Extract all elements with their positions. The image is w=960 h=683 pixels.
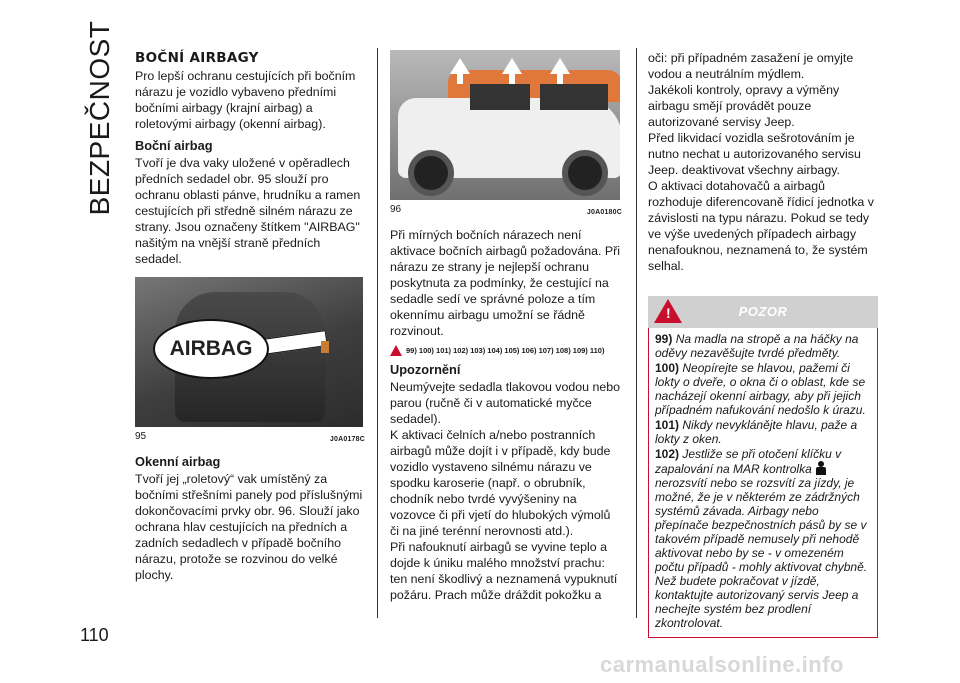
arrow-up-icon (550, 58, 570, 74)
warning-item: 100) Neopírejte se hlavou, pažemi či lokty o dveře, o okna či o oblast, kde se nacházejí okenní airbagy, aby při jejich případném nafukování nedošlo k úrazu. (655, 361, 866, 417)
paragraph: Jakékoli kontroly, opravy a výměny airbagu smějí provádět pouze autorizované servisy Jeep. (648, 83, 840, 129)
subheading: Upozornění (390, 362, 461, 377)
column-1 (135, 50, 365, 583)
warning-item: 101) Nikdy nevyklánějte hlavu, paže a lokty z oken. (655, 418, 858, 446)
figure-number: 95 (135, 431, 147, 442)
paragraph: Při mírných bočních nárazech není aktivace bočních airbagů požadována. Při nárazu ze strany je nejlepší ochranu poskytnuta za podmínky, že cestující na sedadle sedí ve správné poloze a tím okennímu airbagu umožní se řádně rozvinout. (390, 228, 621, 338)
warning-item: 102) Jestliže se při otočení klíčku v zapalování na MAR kontrolka nerozsvítí nebo se rozsvítí za jízdy, je možné, že je v některém ze zádržných systémů závada. Airbagy nebo přepínače bezpečnostních pásů by se v takovém případě nemusely při nehodě aktivovat nebo by se - v omezeném počtu případů - mohly aktivovat chybně. Než budete pokračovat v jízdě, kontaktujte autorizovaný servis Jeep a nechejte systém bez prodlení zkontrolovat. (655, 447, 868, 630)
paragraph: Před likvidací vozidla sešrotováním je nutno nechat u autorizovaného servisu Jeep. deaktivovat všechny airbagy. (648, 131, 861, 177)
column-2 (390, 50, 622, 603)
paragraph: oči: při případném zasažení je omyjte vodou a neutrálním mýdlem. (648, 51, 854, 81)
figure-code: J0A0180C (586, 209, 622, 216)
figure-code: J0A0178C (329, 436, 365, 443)
airbag-warning-light-icon (815, 461, 827, 475)
figure-number: 96 (390, 204, 402, 215)
column-divider (377, 48, 378, 618)
column-divider (636, 48, 637, 618)
warning-references: 99) 100) 101) 102) 103) 104) 105) 106) 107) 108) 109) 110) (390, 345, 622, 356)
page-number: 110 (80, 625, 109, 645)
section-heading: BOČNÍ AIRBAGY (135, 50, 259, 66)
watermark: carmanualsonline.info (600, 652, 844, 677)
subheading: Boční airbag (135, 138, 213, 153)
warning-icon (390, 345, 402, 356)
warning-title: POZOR (738, 304, 788, 319)
paragraph: K aktivaci čelních a/nebo postranních airbagů může dojít i v případě, kdy bude vozidlo vystaveno silnému nárazu ve spodku karoserie (např. o obrubník, chodník nebo tvrdé vyvýšeniny na vozovce či při vjetí do hlubokých výmolů či na jiné terénní nerovnosti atd.). (390, 428, 611, 538)
paragraph: Pro lepší ochranu cestujících při bočním nárazu je vozidlo vybaveno předními bočními airbagy (krajní airbag) a roletovými airbagy (okenní airbag). (135, 69, 356, 131)
column-3 (648, 50, 878, 638)
paragraph: Neumývejte sedadla tlakovou vodou nebo parou (ručně či v automatické myčce sedadel). (390, 380, 621, 426)
warning-triangle-icon: ! (654, 299, 682, 323)
figure-caption (135, 429, 365, 448)
paragraph: Tvoří jej „roletový“ vak umístěný za bočními střešními panely pod příslušnými dokončovacími prvky obr. 96. Slouží jako ochrana hlav cestujících na předních a zadních sedadlech v případě bočního nárazu, protože se rozvinou do velké plochy. (135, 472, 363, 582)
figure-car-curtain-airbag (390, 50, 620, 200)
paragraph: O aktivaci dotahovačů a airbagů rozhoduje diferencovaně řídicí jednotka v závislosti na typu nárazu. Pokud se tedy ve výše uvedených případech airbagy nenafouknou, neznamená to, že systém selhal. (648, 179, 874, 273)
warning-item: 99) Na madla na stropě a na háčky na oděvy nezavěšujte tvrdé předměty. (655, 332, 859, 360)
section-title: BEZPEČNOST (84, 20, 115, 216)
airbag-label: AIRBAG (153, 319, 269, 379)
subheading: Okenní airbag (135, 454, 221, 469)
arrow-up-icon (450, 58, 470, 74)
warning-box (648, 328, 878, 638)
figure-caption (390, 202, 622, 221)
paragraph: Tvoří je dva vaky uložené v opěradlech předních sedadel obr. 95 slouží pro ochranu oblasti pánve, hrudníku a ramen cestujících při středně silném nárazu ze strany. Jsou označeny štítkem "AIRBAG" našitým na vnější straně předních sedadel. (135, 156, 361, 266)
warning-box-header (648, 296, 878, 328)
figure-seat-airbag (135, 277, 363, 427)
paragraph: Při nafouknutí airbagů se vyvine teplo a dojde k úniku malého množství prachu: ten není škodlivý a neznamená vypuknutí požáru. Prach může dráždit pokožku a (390, 540, 618, 602)
arrow-up-icon (502, 58, 522, 74)
